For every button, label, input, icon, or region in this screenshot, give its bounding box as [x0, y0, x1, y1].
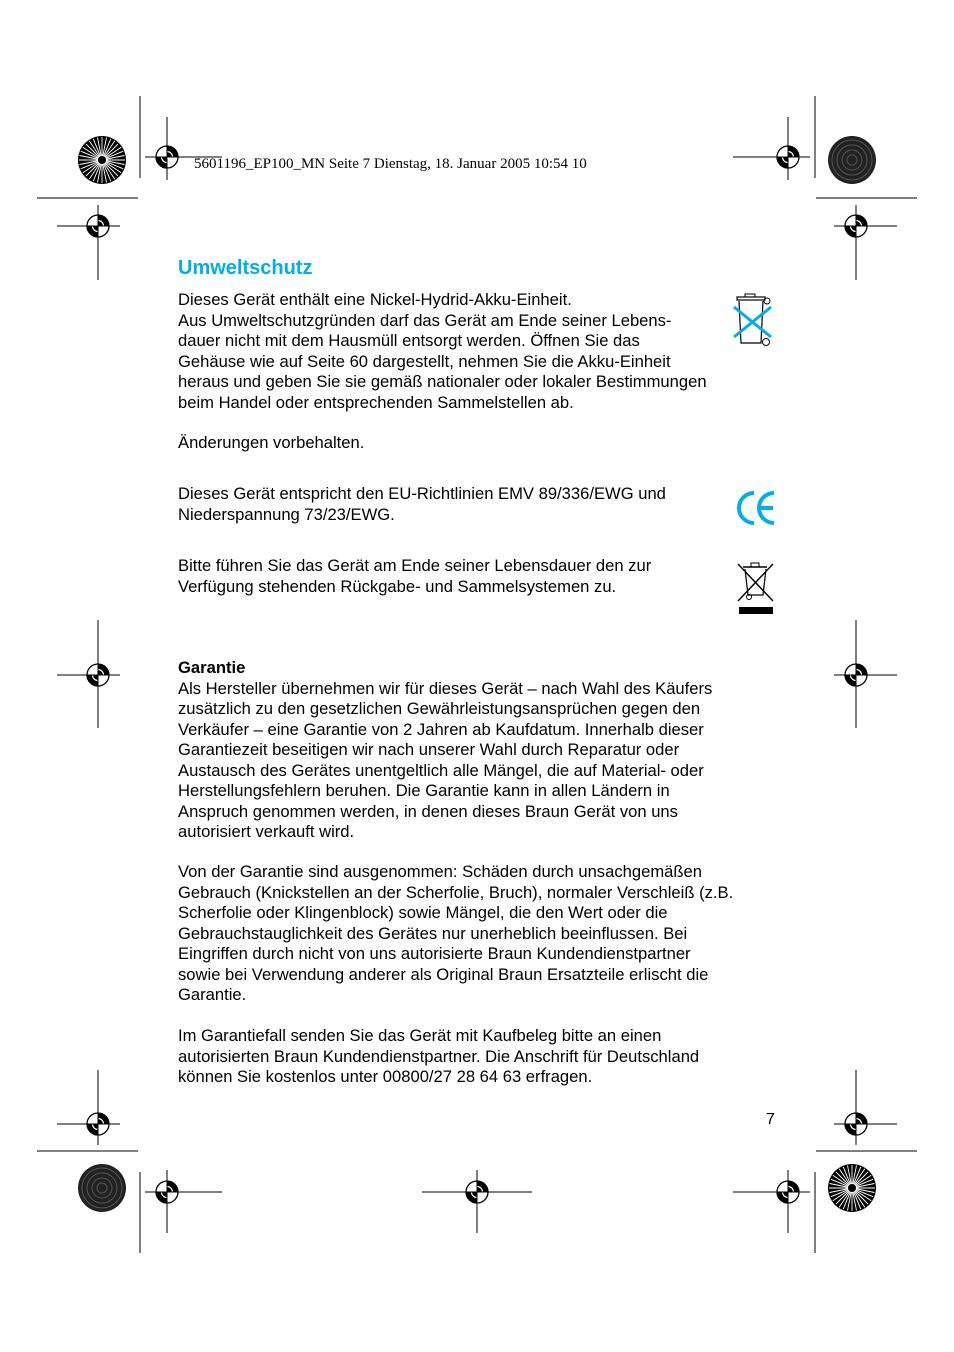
ce-paragraph: [178, 484, 666, 525]
text-line: Gehäuse wie auf Seite 60 dargestellt, nehmen Sie die Akku-Einheit: [178, 351, 671, 371]
ce-mark-icon: [734, 489, 778, 527]
environment-paragraph: [178, 290, 707, 413]
text-line: Gebrauchstauglichkeit des Gerätes nur unerheblich beeinflussen. Bei: [178, 923, 688, 943]
text-line: Herstellungsfehlern beruhen. Die Garantie kann in allen Ländern in: [178, 781, 670, 800]
section-title-umweltschutz: Umweltschutz: [178, 257, 313, 279]
text-line: Garantiezeit beseitigen wir nach unserer Wahl durch Reparatur oder: [178, 740, 680, 759]
text-line: Als Hersteller übernehmen wir für dieses Gerät – nach Wahl des Käufers: [178, 678, 713, 698]
warranty-claim: [178, 1026, 699, 1088]
text-line: Dieses Gerät entspricht den EU-Richtlinien EMV 89/336/EWG und: [178, 484, 666, 503]
text-line: Dieses Gerät enthält eine Nickel-Hydrid-Akku-Einheit.: [178, 290, 572, 309]
page-number: 7: [766, 1111, 775, 1128]
crossed-bin-icon: [731, 293, 775, 349]
warranty-exclusions: [178, 862, 733, 1006]
text-line: Im Garantiefall senden Sie das Gerät mit Kaufbeleg bitte an einen: [178, 1026, 662, 1045]
text-line: autorisiert verkauft wird.: [178, 822, 355, 841]
text-line: dauer nicht mit dem Hausmüll entsorgt werden. Öffnen Sie das: [178, 331, 640, 350]
weee-bin-icon: [734, 559, 778, 617]
text-line: Bitte führen Sie das Gerät am Ende seiner Lebensdauer den zur: [178, 556, 652, 575]
text-line: Niederspannung 73/23/EWG.: [178, 504, 395, 524]
text-line: beim Handel oder entsprechenden Sammelstellen ab.: [178, 392, 574, 412]
text-line: Aus Umweltschutzgründen darf das Gerät am Ende seiner Lebens-: [178, 310, 672, 330]
text-line: Anspruch genommen werden, in denen dieses Braun Gerät von uns: [178, 801, 678, 821]
text-line: zusätzlich zu den gesetzlichen Gewährleistungsansprüchen gegen den: [178, 699, 701, 718]
text-line: sowie bei Verwendung anderer als Original Braun Ersatzteile erlischt die: [178, 964, 709, 984]
text-line: Von der Garantie sind ausgenommen: Schäden durch unsachgemäßen: [178, 862, 702, 881]
text-line: Scherfolie oder Klingenblock) sowie Mängel, die den Wert oder die: [178, 903, 668, 922]
text-line: autorisierten Braun Kundendienstpartner. Die Anschrift für Deutschland: [178, 1046, 700, 1066]
weee-paragraph: [178, 556, 651, 597]
text-line: Änderungen vorbehalten.: [178, 433, 365, 452]
text-line: Gebrauch (Knickstellen an der Scherfolie, Bruch), normaler Verschleiß (z.B.: [178, 882, 734, 902]
text-line: heraus und geben Sie sie gemäß nationaler oder lokaler Bestimmungen: [178, 372, 707, 391]
warranty-title: Garantie: [178, 658, 246, 677]
changes-note: [178, 433, 364, 454]
print-info-line: 5601196_EP100_MN Seite 7 Dienstag, 18. Januar 2005 10:54 10: [194, 156, 587, 172]
text-line: können Sie kostenlos unter 00800/27 28 64 63 erfragen.: [178, 1067, 593, 1086]
text-line: Garantie.: [178, 985, 247, 1004]
warranty-section: [178, 658, 712, 843]
text-line: Verkäufer – eine Garantie von 2 Jahren ab Kaufdatum. Innerhalb dieser: [178, 719, 704, 739]
text-line: Austausch des Gerätes unentgeltlich alle Mängel, die auf Material- oder: [178, 760, 704, 780]
text-line: Verfügung stehenden Rückgabe- und Sammelsystemen zu.: [178, 576, 617, 596]
text-line: Eingriffen durch nicht von uns autorisierte Braun Kundendienstpartner: [178, 944, 691, 963]
